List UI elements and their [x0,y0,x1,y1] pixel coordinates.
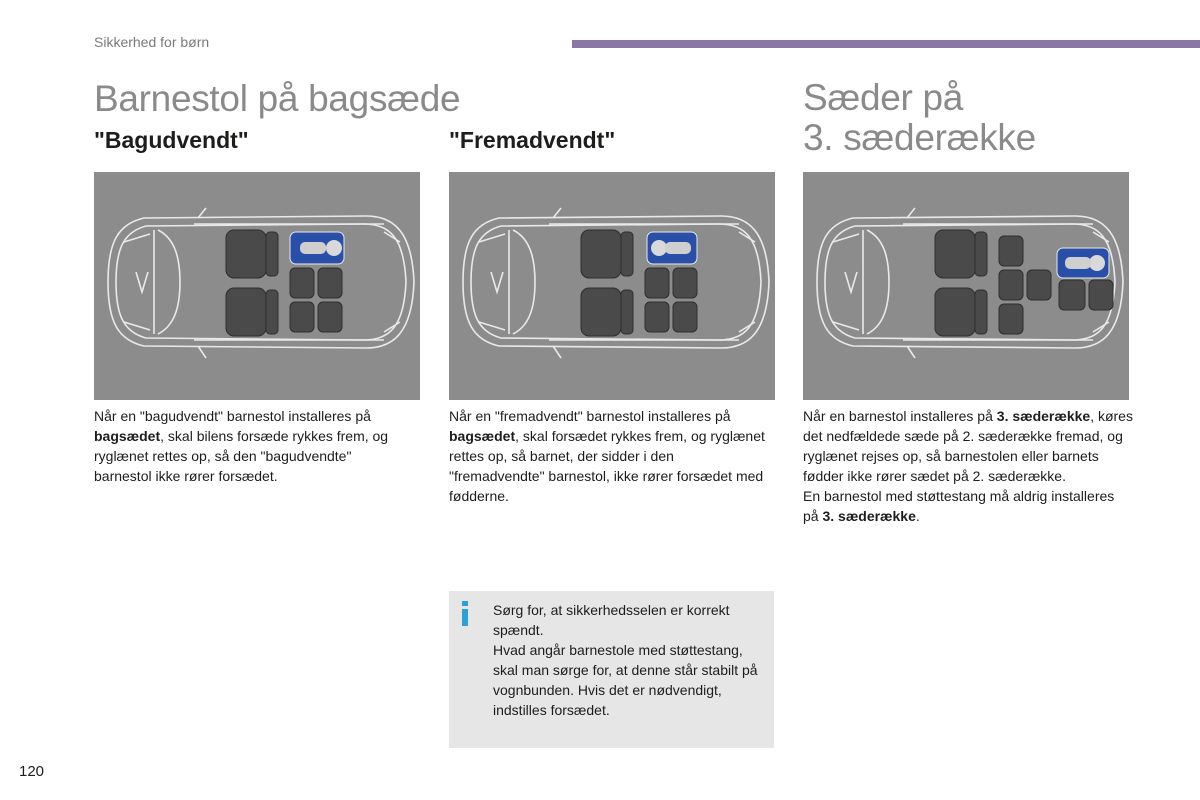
text-run: , skal bilens forsæde rykkes frem, og ryglænet rettes op, så den "bagudvendte" barnestol ikke rører forsædet. [94,428,389,484]
figure-rear-facing [94,172,420,400]
side-title-line2: 3. sæderække [803,117,1036,158]
text-run-bold: 3. sæderække [996,408,1091,424]
paragraph-third-row-1 [803,406,1133,486]
section-label: Sikkerhed for børn [94,34,210,50]
info-line-1: Sørg for, at sikkerhedsselen er korrekt spændt. [493,602,730,638]
car-top-view-third-row-illustration [803,172,1129,400]
text-forward-facing [449,406,771,506]
text-run: , skal forsædet rykkes frem, og ryglænet rettes op, så barnet, der sidder i den "fremadvendte" barnestol, ikke rører forsædet med fødderne. [449,428,765,504]
car-top-view-forward-facing-illustration [449,172,775,400]
paragraph-forward-facing [449,406,771,506]
info-icon-dot [462,601,468,606]
info-box [449,591,774,748]
text-run: Når en "fremadvendt" barnestol installeres på [449,408,731,424]
info-icon-bar [462,609,468,626]
side-title [803,78,1036,158]
info-text [493,600,765,720]
text-run-bold: bagsædet [94,428,161,444]
text-run: . [915,508,920,524]
heading-forward-facing: "Fremadvendt" [449,127,616,153]
paragraph-rear-facing [94,406,412,486]
page-title: Barnestol på bagsæde [94,78,461,119]
figure-third-row [803,172,1129,400]
child-seat-rear-facing [290,232,344,264]
header-accent-bar [572,40,1200,48]
child-seat-forward-facing [647,232,697,264]
text-run: En barnestol med støttestang må aldrig installeres på [803,488,1115,524]
text-run: , køres det nedfældede sæde på 2. sæderække fremad, og ryglænet rejses op, så barnestolen eller barnets fødder ikke rører sædet på 2. sæderække. [803,408,1133,484]
text-run: Når en barnestol installeres på [803,408,997,424]
side-title-line1: Sæder på [803,77,964,118]
text-third-row [803,406,1133,526]
text-run-bold: 3. sæderække [822,508,916,524]
figure-forward-facing [449,172,775,400]
heading-rear-facing: "Bagudvendt" [94,127,249,153]
page-number: 120 [19,763,45,780]
info-line-2: Hvad angår barnestole med støttestang, skal man sørge for, at denne står stabilt på vognbunden. Hvis det er nødvendigt, indstilles forsædet. [493,642,758,718]
text-run-bold: bagsædet [449,428,516,444]
info-icon [460,601,470,627]
text-run: Når en "bagudvendt" barnestol installeres på [94,408,371,424]
text-rear-facing [94,406,412,486]
car-top-view-rear-facing-illustration [94,172,420,400]
paragraph-third-row-2 [803,486,1133,526]
child-seat-third-row [1057,248,1109,278]
